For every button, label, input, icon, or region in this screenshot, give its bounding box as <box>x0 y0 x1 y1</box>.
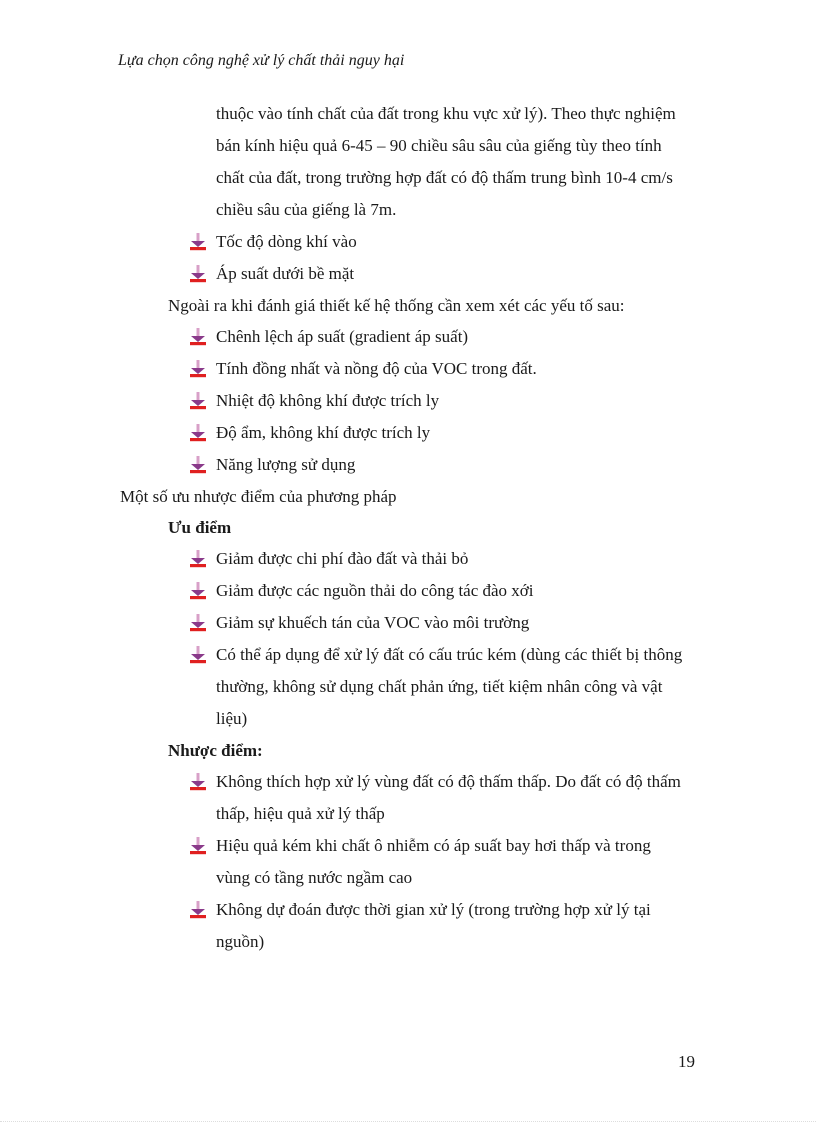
list-item: Giảm được các nguồn thải do công tác đào xới <box>216 581 534 600</box>
list-item: Tốc độ dòng khí vào <box>216 232 357 251</box>
bullet-arrow-icon <box>190 392 206 410</box>
bullet-arrow-icon <box>190 424 206 442</box>
list-item: Không dự đoán được thời gian xử lý (trong trường hợp xử lý tại <box>216 900 651 919</box>
list-item: Giảm được chi phí đào đất và thải bỏ <box>216 549 469 568</box>
intro-line-2: bán kính hiệu quả 6-45 – 90 chiều sâu sâu của giếng tùy theo tính <box>216 136 662 155</box>
bullet-arrow-icon <box>190 901 206 919</box>
list-item: Giảm sự khuếch tán của VOC vào môi trường <box>216 613 530 632</box>
bullet-arrow-icon <box>190 328 206 346</box>
page-number: 19 <box>678 1052 695 1071</box>
bullet-arrow-icon <box>190 360 206 378</box>
list-item: Nhiệt độ không khí được trích ly <box>216 391 440 410</box>
list-item-continuation: liệu) <box>216 709 248 728</box>
intro-line-3: chất của đất, trong trường hợp đất có độ thấm trung bình 10-4 cm/s <box>216 168 673 187</box>
paragraph-pros-cons: Một số ưu nhược điểm của phương pháp <box>120 487 397 506</box>
bullet-arrow-icon <box>190 614 206 632</box>
bullet-arrow-icon <box>190 837 206 855</box>
page-bottom-divider <box>0 1121 816 1122</box>
bullet-arrow-icon <box>190 456 206 474</box>
list-item: Độ ẩm, không khí được trích ly <box>216 423 431 442</box>
list-item-continuation: thường, không sử dụng chất phản ứng, tiết kiệm nhân công và vật <box>216 677 663 696</box>
bullet-arrow-icon <box>190 646 206 664</box>
list-item-continuation: vùng có tầng nước ngầm cao <box>216 868 413 887</box>
bullet-arrow-icon <box>190 265 206 283</box>
list-item-continuation: thấp, hiệu quả xử lý thấp <box>216 804 385 823</box>
disadvantages-heading: Nhược điểm: <box>168 741 263 760</box>
intro-line-4: chiều sâu của giếng là 7m. <box>216 200 397 219</box>
list-item-continuation: nguồn) <box>216 932 265 951</box>
running-header: Lựa chọn công nghệ xử lý chất thải nguy hại <box>118 52 405 69</box>
list-item: Không thích hợp xử lý vùng đất có độ thấm thấp. Do đất có độ thấm <box>216 772 681 791</box>
list-item: Tính đồng nhất và nồng độ của VOC trong đất. <box>216 359 537 378</box>
list-item: Hiệu quả kém khi chất ô nhiễm có áp suất bay hơi thấp và trong <box>216 836 651 855</box>
bullet-arrow-icon <box>190 773 206 791</box>
list-item: Năng lượng sử dụng <box>216 455 356 474</box>
bullet-arrow-icon <box>190 582 206 600</box>
bullet-arrow-icon <box>190 233 206 251</box>
bullet-arrow-icon <box>190 550 206 568</box>
list-item: Có thể áp dụng để xử lý đất có cấu trúc kém (dùng các thiết bị thông <box>216 645 683 664</box>
advantages-heading: Ưu điểm <box>168 518 232 537</box>
paragraph-evaluation: Ngoài ra khi đánh giá thiết kế hệ thống cần xem xét các yếu tố sau: <box>168 296 625 315</box>
list-item: Áp suất dưới bề mặt <box>216 264 355 283</box>
list-item: Chênh lệch áp suất (gradient áp suất) <box>216 327 469 346</box>
intro-line-1: thuộc vào tính chất của đất trong khu vực xử lý). Theo thực nghiệm <box>216 104 676 123</box>
